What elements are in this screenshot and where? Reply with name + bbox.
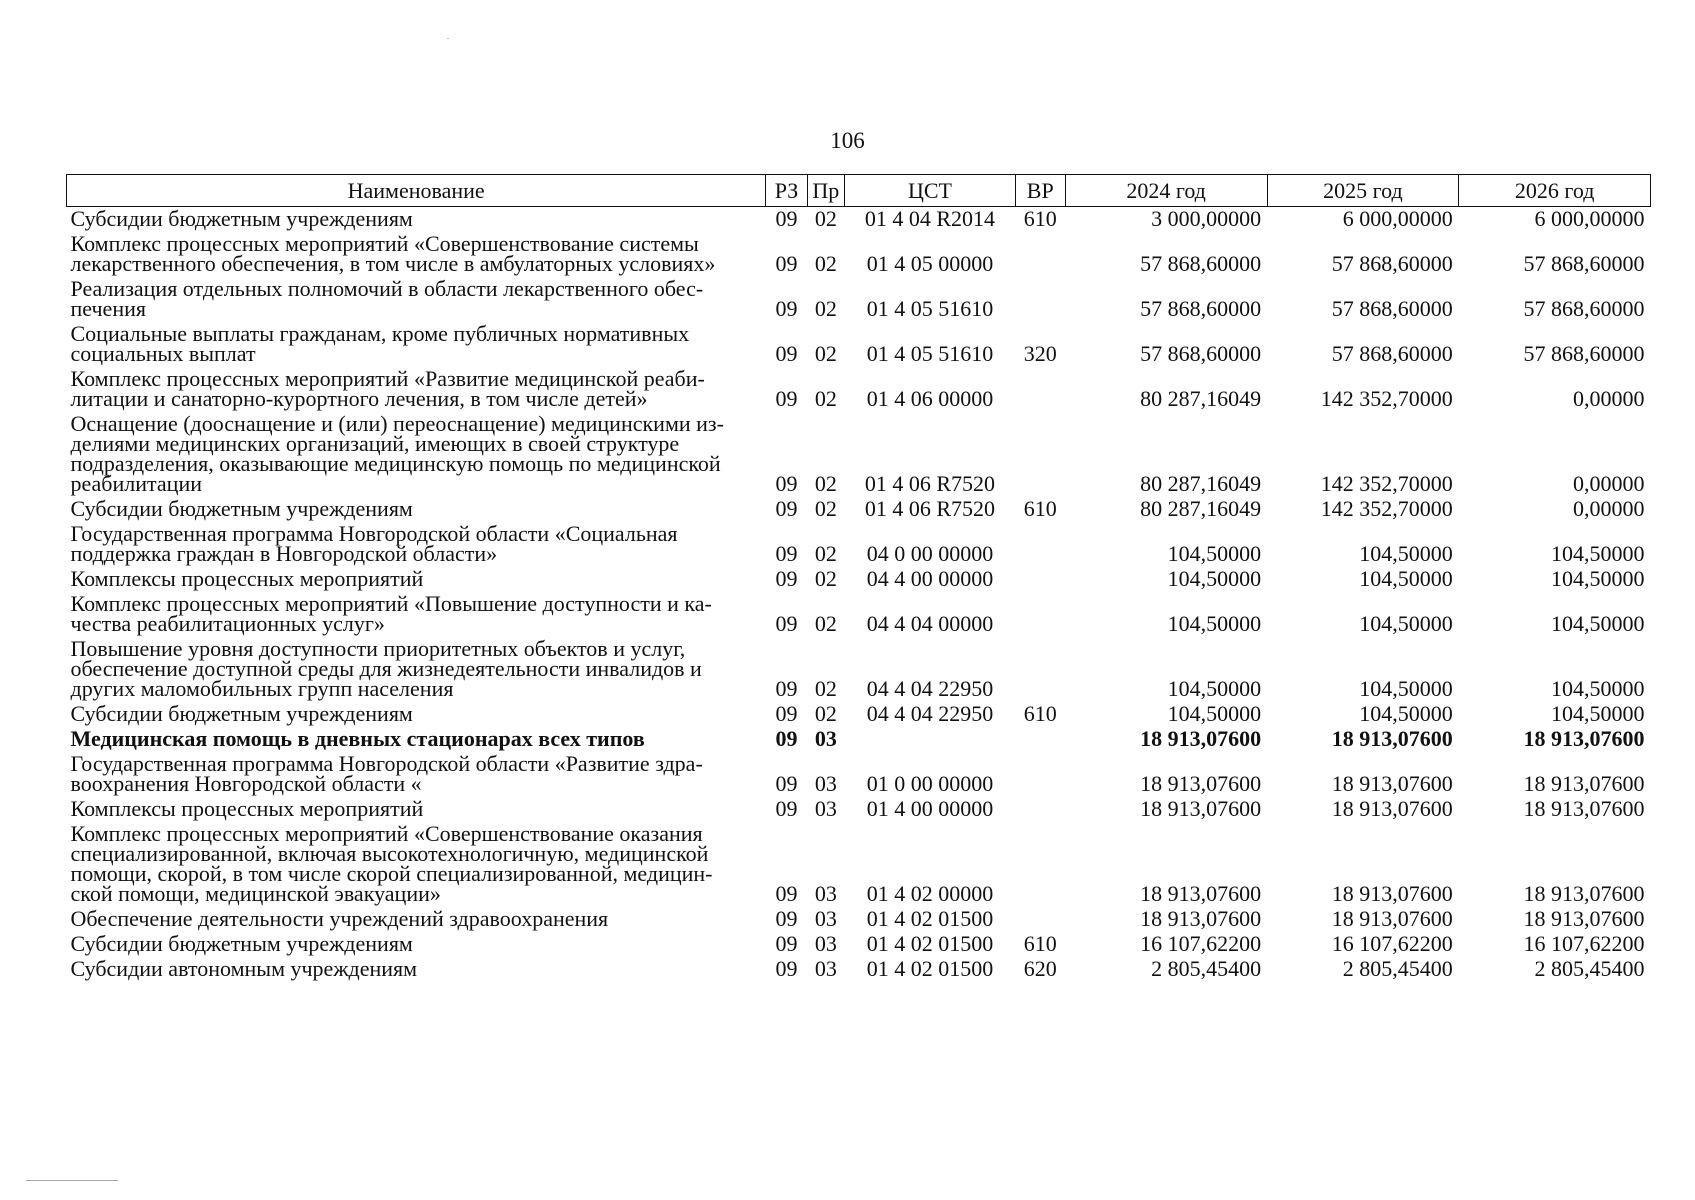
cell-cst: 01 4 05 51610: [866, 341, 994, 366]
cell-2025: 142 352,70000: [1320, 386, 1453, 411]
cell-2024: 18 913,07600: [1140, 881, 1262, 906]
cell-vr: [1015, 797, 1065, 822]
cell-2025: 18 913,07600: [1331, 771, 1453, 796]
cell-vr: 610: [1023, 701, 1057, 726]
cell-2024: 104,50000: [1167, 701, 1262, 726]
table-row: [67, 232, 1651, 277]
cell-2026: 2 805,45400: [1534, 956, 1645, 981]
cell-cst: 01 4 04 R2014: [864, 206, 996, 231]
cell-2026: 18 913,07600: [1523, 726, 1645, 751]
cell-2024: 104,50000: [1167, 566, 1262, 591]
cell-2026: 0,00000: [1573, 471, 1645, 496]
cell-2026: 0,00000: [1573, 496, 1645, 521]
cell-cst: 01 4 05 00000: [866, 251, 994, 276]
cell-name: Комплекс процессных мероприятий «Повышение доступности и ка- чества реабилитационных услуг»: [70, 591, 712, 636]
cell-2026: 6 000,00000: [1534, 206, 1645, 231]
cell-2024: 57 868,60000: [1140, 296, 1262, 321]
header-name: Наименование: [67, 175, 766, 207]
cell-cst: 04 4 04 22950: [866, 676, 994, 701]
cell-name: Субсидии бюджетным учреждениям: [70, 496, 413, 521]
cell-name: Государственная программа Новгородской области «Развитие здра- воохранения Новгородской области «: [70, 751, 703, 796]
cell-pr: 02: [814, 676, 837, 701]
header-vr: ВР: [1015, 175, 1065, 207]
cell-2026: 18 913,07600: [1523, 906, 1645, 931]
cell-rz: 09: [775, 541, 798, 566]
cell-pr: 03: [814, 771, 837, 796]
cell-2025: 104,50000: [1359, 676, 1453, 701]
cell-vr: [1015, 567, 1065, 592]
cell-cst: 04 4 04 00000: [866, 611, 994, 636]
budget-table: [66, 174, 1651, 982]
cell-2025: 104,50000: [1359, 701, 1453, 726]
cell-name: Комплексы процессных мероприятий: [70, 566, 424, 591]
cell-2024: 18 913,07600: [1140, 726, 1262, 751]
cell-cst: 04 0 00 00000: [866, 541, 994, 566]
cell-cst: 01 4 06 00000: [866, 386, 994, 411]
header-row: [67, 175, 1651, 207]
cell-2024: 18 913,07600: [1140, 771, 1262, 796]
cell-2026: 18 913,07600: [1523, 796, 1645, 821]
cell-name: Комплексы процессных мероприятий: [70, 796, 424, 821]
cell-vr: [1015, 727, 1065, 752]
cell-pr: 03: [814, 881, 837, 906]
cell-name: Социальные выплаты гражданам, кроме публичных нормативных социальных выплат: [70, 321, 690, 366]
cell-vr: [1015, 592, 1065, 637]
table-row: [67, 702, 1651, 727]
cell-2026: 18 913,07600: [1523, 881, 1645, 906]
cell-2025: 16 107,62200: [1331, 931, 1453, 956]
cell-2026: 0,00000: [1573, 386, 1645, 411]
header-pr: Пр: [807, 175, 844, 207]
footer-rule: [26, 1180, 118, 1181]
header-cst: ЦСТ: [844, 175, 1015, 207]
cell-2025: 18 913,07600: [1331, 726, 1453, 751]
cell-2025: 2 805,45400: [1342, 956, 1453, 981]
table-row: [67, 797, 1651, 822]
table-row: [67, 367, 1651, 412]
cell-2025: 57 868,60000: [1331, 251, 1453, 276]
cell-2026: 57 868,60000: [1523, 296, 1645, 321]
cell-vr: [1015, 637, 1065, 702]
cell-pr: 02: [814, 341, 837, 366]
cell-2024: 18 913,07600: [1140, 796, 1262, 821]
cell-2025: 104,50000: [1359, 541, 1453, 566]
cell-2024: 57 868,60000: [1140, 341, 1262, 366]
cell-cst: 04 4 04 22950: [866, 701, 994, 726]
cell-name: Комплекс процессных мероприятий «Совершенствование оказания специализированной, включая высокотехнологичную, медицинской помощи, скорой, в том числе скорой специализированной, медицин- ской помощи, медицинской эвакуации»: [70, 821, 713, 906]
cell-2025: 57 868,60000: [1331, 296, 1453, 321]
cell-rz: 09: [775, 386, 798, 411]
cell-2026: 104,50000: [1551, 701, 1645, 726]
cell-pr: 03: [814, 956, 837, 981]
cell-2024: 2 805,45400: [1151, 956, 1262, 981]
cell-rz: 09: [775, 611, 798, 636]
cell-rz: 09: [775, 251, 798, 276]
cell-2025: 142 352,70000: [1320, 471, 1453, 496]
cell-vr: 610: [1023, 496, 1057, 521]
cell-vr: [1015, 412, 1065, 497]
cell-vr: 610: [1023, 206, 1057, 231]
table-row: [67, 932, 1651, 957]
cell-2024: 57 868,60000: [1140, 251, 1262, 276]
scan-speck: [447, 38, 449, 39]
table-row: [67, 277, 1651, 322]
cell-pr: 02: [814, 611, 837, 636]
cell-2024: 80 287,16049: [1140, 496, 1262, 521]
cell-cst: 04 4 00 00000: [866, 566, 994, 591]
cell-name: Обеспечение деятельности учреждений здравоохранения: [70, 906, 609, 931]
cell-2024: 3 000,00000: [1151, 206, 1262, 231]
cell-2026: 57 868,60000: [1523, 251, 1645, 276]
cell-cst: 01 4 02 00000: [866, 881, 994, 906]
cell-name: Оснащение (дооснащение и (или) переоснащение) медицинскими из- делиями медицинских организаций, имеющих в своей структуре подразделения, оказывающие медицинскую помощь по медицинской реабилитации: [70, 411, 724, 496]
table-row: [67, 522, 1651, 567]
table-row: [67, 497, 1651, 522]
cell-rz: 09: [775, 796, 798, 821]
table-row: [67, 592, 1651, 637]
cell-2024: 104,50000: [1167, 611, 1262, 636]
cell-2024: 80 287,16049: [1140, 471, 1262, 496]
cell-rz: 09: [775, 906, 798, 931]
cell-2026: 57 868,60000: [1523, 341, 1645, 366]
cell-2025: 6 000,00000: [1342, 206, 1453, 231]
cell-cst: 01 4 06 R7520: [864, 471, 996, 496]
cell-name: Медицинская помощь в дневных стационарах всех типов: [70, 726, 645, 751]
cell-cst: 01 4 02 01500: [866, 931, 994, 956]
cell-2026: 16 107,62200: [1523, 931, 1645, 956]
cell-2025: 104,50000: [1359, 566, 1453, 591]
cell-2024: 16 107,62200: [1140, 931, 1262, 956]
cell-name: Субсидии автономным учреждениям: [70, 956, 418, 981]
cell-2024: 18 913,07600: [1140, 906, 1262, 931]
cell-rz: 09: [775, 931, 798, 956]
cell-vr: 610: [1023, 931, 1057, 956]
table-row: [67, 322, 1651, 367]
table-row: [67, 412, 1651, 497]
cell-cst: 01 0 00 00000: [866, 771, 994, 796]
cell-cst: [844, 727, 1015, 752]
cell-rz: 09: [775, 471, 798, 496]
cell-vr: 320: [1023, 341, 1057, 366]
cell-cst: 01 4 05 51610: [866, 296, 994, 321]
cell-vr: [1015, 522, 1065, 567]
cell-rz: 09: [775, 341, 798, 366]
table-row: [67, 957, 1651, 982]
cell-2025: 18 913,07600: [1331, 881, 1453, 906]
cell-name: Субсидии бюджетным учреждениям: [70, 701, 413, 726]
cell-2026: 104,50000: [1551, 541, 1645, 566]
table-row: [67, 567, 1651, 592]
cell-rz: 09: [775, 881, 798, 906]
cell-name: Субсидии бюджетным учреждениям: [70, 931, 413, 956]
cell-pr: 02: [814, 296, 837, 321]
cell-pr: 03: [814, 906, 837, 931]
cell-vr: 620: [1023, 956, 1057, 981]
cell-name: Комплекс процессных мероприятий «Развитие медицинской реаби- литации и санаторно-курортного лечения, в том числе детей»: [70, 366, 705, 411]
table-row: [67, 907, 1651, 932]
table-row: [67, 727, 1651, 752]
page-number: 106: [830, 128, 865, 153]
cell-pr: 03: [814, 931, 837, 956]
cell-rz: 09: [775, 701, 798, 726]
cell-pr: 02: [814, 471, 837, 496]
cell-2025: 18 913,07600: [1331, 796, 1453, 821]
cell-pr: 03: [814, 796, 837, 821]
cell-pr: 02: [814, 251, 837, 276]
cell-name: Государственная программа Новгородской области «Социальная поддержка граждан в Новгородской области»: [70, 521, 678, 566]
cell-name: Реализация отдельных полномочий в области лекарственного обес- печения: [70, 276, 704, 321]
cell-pr: 02: [814, 701, 837, 726]
header-2025: 2025 год: [1267, 175, 1459, 207]
cell-rz: 09: [775, 206, 798, 231]
header-2024: 2024 год: [1065, 175, 1267, 207]
cell-2026: 18 913,07600: [1523, 771, 1645, 796]
table-row: [67, 207, 1651, 233]
cell-2024: 104,50000: [1167, 676, 1262, 701]
table-row: [67, 822, 1651, 907]
cell-2024: 80 287,16049: [1140, 386, 1262, 411]
cell-pr: 02: [814, 386, 837, 411]
cell-name: Субсидии бюджетным учреждениям: [70, 206, 413, 231]
cell-rz: 09: [775, 496, 798, 521]
cell-name: Комплекс процессных мероприятий «Совершенствование системы лекарственного обеспечения, в том числе в амбулаторных условиях»: [70, 231, 716, 276]
cell-vr: [1015, 907, 1065, 932]
cell-cst: 01 4 02 01500: [866, 906, 994, 931]
cell-pr: 02: [814, 566, 837, 591]
cell-2026: 104,50000: [1551, 566, 1645, 591]
table-row: [67, 752, 1651, 797]
table-row: [67, 637, 1651, 702]
cell-pr: 02: [814, 541, 837, 566]
cell-rz: 09: [775, 676, 798, 701]
cell-pr: 02: [814, 496, 837, 521]
cell-2026: 104,50000: [1551, 676, 1645, 701]
cell-2024: 104,50000: [1167, 541, 1262, 566]
cell-vr: [1015, 367, 1065, 412]
cell-rz: 09: [775, 771, 798, 796]
header-rz: РЗ: [766, 175, 807, 207]
cell-pr: 03: [814, 726, 837, 751]
cell-rz: 09: [775, 726, 798, 751]
cell-2025: 142 352,70000: [1320, 496, 1453, 521]
cell-rz: 09: [775, 956, 798, 981]
cell-cst: 01 4 06 R7520: [864, 496, 996, 521]
cell-vr: [1015, 822, 1065, 907]
cell-vr: [1015, 277, 1065, 322]
cell-2025: 57 868,60000: [1331, 341, 1453, 366]
cell-2026: 104,50000: [1551, 611, 1645, 636]
cell-rz: 09: [775, 566, 798, 591]
cell-vr: [1015, 752, 1065, 797]
cell-cst: 01 4 02 01500: [866, 956, 994, 981]
cell-2025: 18 913,07600: [1331, 906, 1453, 931]
cell-name: Повышение уровня доступности приоритетных объектов и услуг, обеспечение доступной среды для жизнедеятельности инвалидов и других маломобильных групп населения: [70, 636, 702, 701]
cell-cst: 01 4 00 00000: [866, 796, 994, 821]
cell-rz: 09: [775, 296, 798, 321]
cell-vr: [1015, 232, 1065, 277]
cell-2025: 104,50000: [1359, 611, 1453, 636]
cell-pr: 02: [814, 206, 837, 231]
header-2026: 2026 год: [1459, 175, 1651, 207]
